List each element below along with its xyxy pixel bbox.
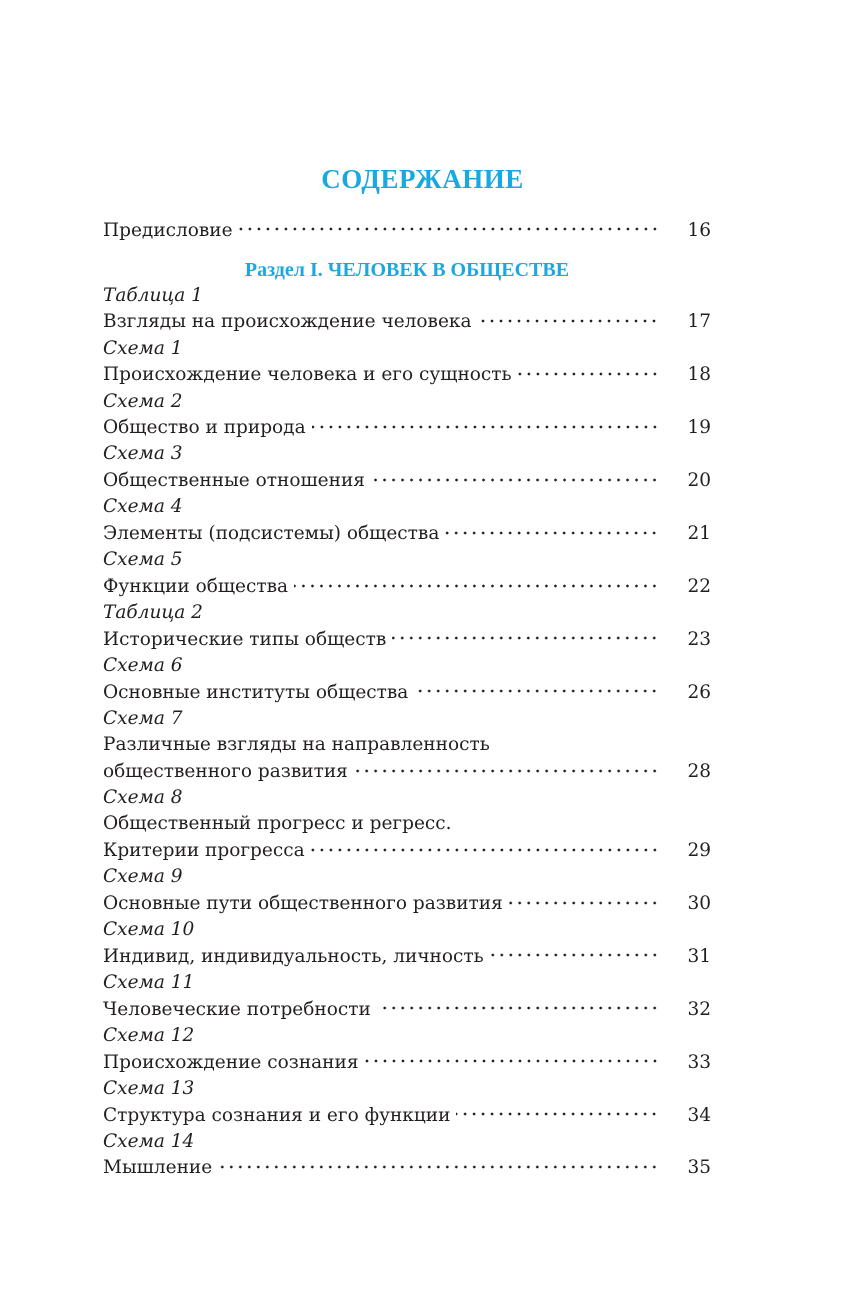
page-number: 21 (687, 523, 711, 545)
dot-leader (218, 1155, 659, 1174)
entry-title: Критерии прогресса (103, 839, 305, 861)
entry-label: Схема 3 (103, 443, 183, 465)
page-number: 26 (687, 681, 711, 703)
page-number: 28 (687, 760, 711, 782)
toc-entry[interactable] (103, 494, 711, 547)
entry-row (103, 468, 711, 495)
page-number: 34 (687, 1104, 711, 1126)
dot-leader (414, 679, 659, 698)
toc-entries (103, 283, 711, 1182)
entry-label: Схема 1 (103, 337, 183, 359)
toc-entry[interactable] (103, 1076, 711, 1129)
entry-row (103, 1102, 711, 1129)
entry-title-line: Различные взгляды на направленность (103, 734, 490, 756)
entry-row (103, 996, 711, 1023)
toc-entry[interactable] (103, 917, 711, 970)
dot-leader (312, 415, 659, 434)
toc-entry[interactable] (103, 441, 711, 494)
entry-label: Схема 11 (103, 971, 195, 993)
entry-label: Схема 13 (103, 1077, 195, 1099)
page-number: 29 (687, 839, 711, 861)
entry-label: Схема 4 (103, 496, 183, 518)
entry-title: Происхождение человека и его сущность (103, 364, 512, 386)
page-number: 33 (687, 1051, 711, 1073)
entry-title: общественного развития (103, 760, 348, 782)
entry-row (103, 679, 711, 706)
entry-title: Элементы (подсистемы) общества (103, 523, 440, 545)
dot-leader (490, 943, 659, 962)
entry-row (103, 1155, 711, 1182)
entry-label: Схема 8 (103, 787, 183, 809)
toc-entry-preface[interactable] (103, 217, 711, 244)
page-number: 31 (687, 945, 711, 967)
table-of-contents (103, 217, 711, 1182)
entry-title: Общество и природа (103, 417, 306, 439)
entry-label: Схема 7 (103, 707, 183, 729)
entry-title: Функции общества (103, 575, 289, 597)
entry-title: Человеческие потребности (103, 998, 371, 1020)
page-number: 30 (687, 892, 711, 914)
dot-leader (294, 573, 659, 592)
dot-leader (445, 521, 659, 540)
entry-row (103, 521, 711, 548)
toc-entry[interactable] (103, 653, 711, 706)
toc-entry[interactable] (103, 864, 711, 917)
entry-row (103, 309, 711, 336)
entry-row (103, 890, 711, 917)
entry-label: Схема 2 (103, 390, 183, 412)
entry-row (103, 837, 711, 864)
dot-leader (239, 217, 659, 236)
entry-title: Основные пути общественного развития (103, 892, 503, 914)
entry-title-line: Общественный прогресс и регресс. (103, 813, 452, 835)
toc-entry[interactable] (103, 283, 711, 336)
dot-leader (371, 468, 659, 487)
toc-entry[interactable] (103, 706, 711, 785)
dot-leader (509, 890, 659, 909)
entry-title: Происхождение сознания (103, 1051, 359, 1073)
entry-label: Таблица 1 (103, 284, 203, 306)
entry-title: Общественные отношения (103, 470, 365, 492)
page-number: 16 (687, 219, 711, 241)
page-number: 32 (687, 998, 711, 1020)
toc-entry[interactable] (103, 1129, 711, 1182)
entry-row (103, 415, 711, 442)
entry-row (103, 626, 711, 653)
dot-leader (456, 1102, 659, 1121)
entry-title: Индивид, индивидуальность, личность (103, 945, 484, 967)
entry-label: Схема 14 (103, 1130, 195, 1152)
entry-label: Схема 9 (103, 866, 183, 888)
entry-label: Схема 5 (103, 549, 183, 571)
entry-title: Мышление (103, 1157, 213, 1179)
toc-entry[interactable] (103, 547, 711, 600)
entry-label: Схема 10 (103, 919, 195, 941)
dot-leader (518, 362, 659, 381)
dot-leader (311, 837, 659, 856)
entry-row (103, 573, 711, 600)
page-number: 20 (687, 470, 711, 492)
dot-leader (392, 626, 659, 645)
entry-row (103, 362, 711, 389)
entry-title: Исторические типы обществ (103, 628, 387, 650)
page-number: 23 (687, 628, 711, 650)
page-number: 22 (687, 575, 711, 597)
page-number: 35 (687, 1157, 711, 1179)
entry-label: Схема 12 (103, 1024, 195, 1046)
toc-entry[interactable] (103, 785, 711, 864)
page-number: 18 (687, 364, 711, 386)
entry-label: Схема 6 (103, 655, 183, 677)
entry-title: Взгляды на происхождение человека (103, 311, 472, 333)
toc-entry[interactable] (103, 389, 711, 442)
dot-leader (477, 309, 659, 328)
entry-label: Таблица 2 (103, 602, 203, 624)
dot-leader (365, 1049, 659, 1068)
page-number: 17 (687, 311, 711, 333)
entry-title: Основные институты общества (103, 681, 409, 703)
dot-leader (354, 758, 659, 777)
entry-row (103, 1049, 711, 1076)
page-number: 19 (687, 417, 711, 439)
entry-row (103, 943, 711, 970)
entry-title: Предисловие (103, 219, 233, 241)
page-title: СОДЕРЖАНИЕ (321, 164, 524, 194)
toc-entry[interactable] (103, 1023, 711, 1076)
toc-entry[interactable] (103, 336, 711, 389)
toc-entry[interactable] (103, 970, 711, 1023)
section-heading: Раздел I. ЧЕЛОВЕК В ОБЩЕСТВЕ (244, 258, 570, 281)
dot-leader (377, 996, 659, 1015)
entry-title: Структура сознания и его функции (103, 1104, 451, 1126)
toc-entry[interactable] (103, 600, 711, 653)
entry-row (103, 758, 711, 785)
